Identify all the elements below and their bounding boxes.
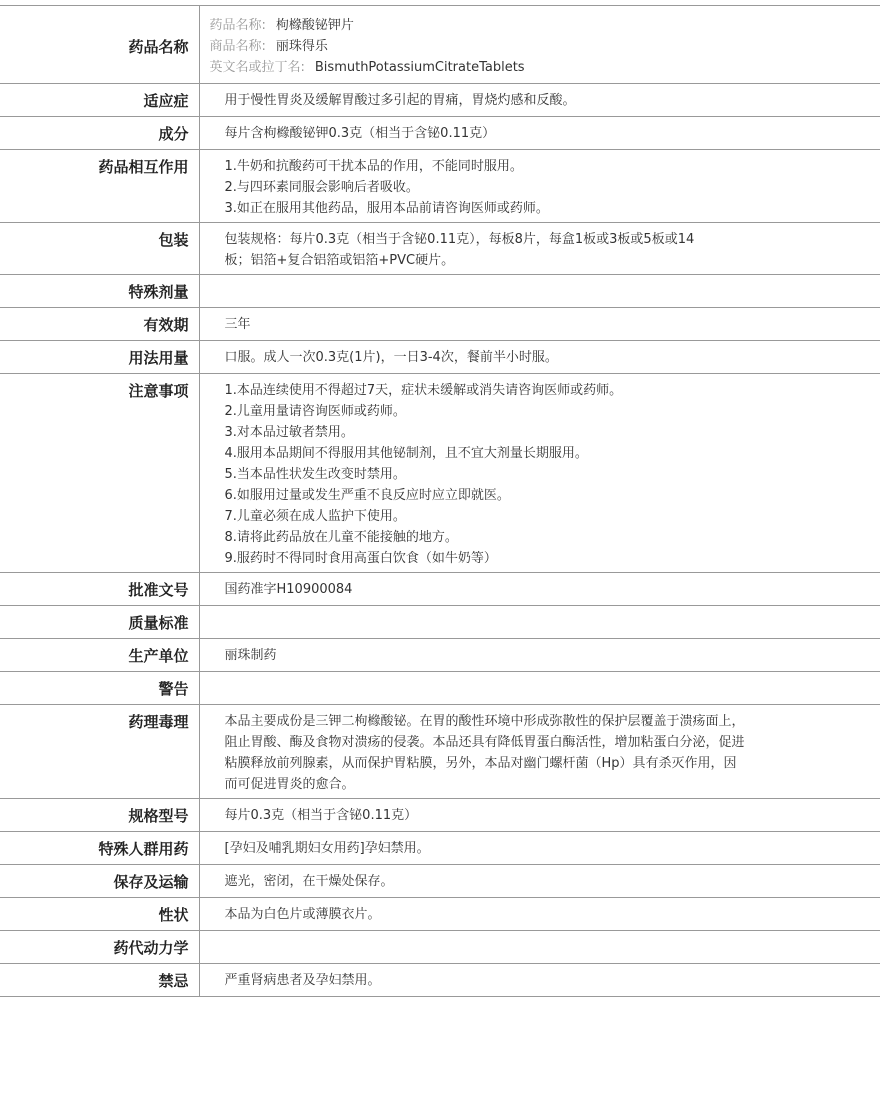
value-warning [199,672,880,705]
row-pharmacokinetics [0,931,880,964]
row-approval [0,573,880,606]
label-precautions: 注意事项 [0,374,199,573]
pharmacology-line: 粘膜释放前列腺素，从而保护胃粘膜，另外，本品对幽门螺杆菌（Hp）具有杀灭作用，因 [224,756,737,771]
label-special-dosage: 特殊剂量 [0,275,199,308]
pharmacology-line: 本品主要成份是三钾二枸橼酸铋。在胃的酸性环境中形成弥散性的保护层覆盖于溃疡面上， [224,714,745,729]
row-usage [0,341,880,374]
value-special-dosage [199,275,880,308]
precaution-line: 2.儿童用量请咨询医师或药师。 [224,404,406,419]
row-warning [0,672,880,705]
value-appearance: 本品为白色片或薄膜衣片。 [199,898,880,931]
row-precautions [0,374,880,573]
value-spec: 每片0.3克（相当于含铋0.11克） [199,799,880,832]
row-shelf-life [0,308,880,341]
value-manufacturer: 丽珠制药 [199,639,880,672]
drug-spec-table [0,5,880,997]
english-name [210,57,871,78]
precaution-line: 9.服药时不得同时食用高蛋白饮食（如牛奶等） [224,551,497,566]
precaution-line: 3.对本品过敏者禁用。 [224,425,354,440]
row-indication [0,84,880,117]
row-special-groups [0,832,880,865]
interaction-line: 1.牛奶和抗酸药可干扰本品的作用，不能同时服用。 [224,159,523,174]
row-packaging [0,223,880,275]
pharmacology-line: 阻止胃酸、酶及食物对溃疡的侵袭。本品还具有降低胃蛋白酶活性，增加粘蛋白分泌，促进 [224,735,745,750]
label-drug-name: 药品名称 [0,6,199,84]
interaction-line: 3.如正在服用其他药品，服用本品前请咨询医师或药师。 [224,201,549,216]
value-approval: 国药准字H10900084 [199,573,880,606]
packaging-line: 包装规格：每片0.3克（相当于含铋0.11克），每板8片，每盒1板或3板或5板或14 [224,232,695,247]
value-drug-name [199,6,880,84]
label-pharmacokinetics: 药代动力学 [0,931,199,964]
value-pharmacology [199,705,880,799]
label-packaging: 包装 [0,223,199,275]
row-storage [0,865,880,898]
label-indication: 适应症 [0,84,199,117]
label-spec: 规格型号 [0,799,199,832]
interaction-line: 2.与四环素同服会影响后者吸收。 [224,180,419,195]
packaging-line: 板；铝箔+复合铝箔或铝箔+PVC硬片。 [224,253,455,268]
label-storage: 保存及运输 [0,865,199,898]
label-appearance: 性状 [0,898,199,931]
english-name-value: BismuthPotassiumCitrateTablets [314,60,525,75]
value-storage: 遮光，密闭，在干燥处保存。 [199,865,880,898]
label-pharmacology: 药理毒理 [0,705,199,799]
value-packaging [199,223,880,275]
row-manufacturer [0,639,880,672]
label-composition: 成分 [0,117,199,150]
value-shelf-life: 三年 [199,308,880,341]
label-shelf-life: 有效期 [0,308,199,341]
row-quality-standard [0,606,880,639]
row-interactions [0,150,880,223]
value-usage: 口服。成人一次0.3克(1片)，一日3-4次，餐前半小时服。 [199,341,880,374]
label-contraindications: 禁忌 [0,964,199,997]
value-pharmacokinetics [199,931,880,964]
trade-name-label: 商品名称: [209,39,266,54]
label-interactions: 药品相互作用 [0,150,199,223]
generic-name [210,15,871,36]
row-pharmacology [0,705,880,799]
generic-name-label: 药品名称: [209,18,266,33]
value-quality-standard [199,606,880,639]
row-composition [0,117,880,150]
value-special-groups: [孕妇及哺乳期妇女用药]孕妇禁用。 [199,832,880,865]
precaution-line: 5.当本品性状发生改变时禁用。 [224,467,406,482]
label-approval: 批准文号 [0,573,199,606]
value-composition: 每片含枸橼酸铋钾0.3克（相当于含铋0.11克） [199,117,880,150]
precaution-line: 4.服用本品期间不得服用其他铋制剂，且不宜大剂量长期服用。 [224,446,588,461]
precaution-line: 8.请将此药品放在儿童不能接触的地方。 [224,530,458,545]
value-precautions [199,374,880,573]
english-name-label: 英文名或拉丁名: [209,60,305,75]
row-spec [0,799,880,832]
precaution-line: 1.本品连续使用不得超过7天，症状未缓解或消失请咨询医师或药师。 [224,383,623,398]
generic-name-value: 枸橼酸铋钾片 [275,18,354,33]
label-warning: 警告 [0,672,199,705]
value-contraindications: 严重肾病患者及孕妇禁用。 [199,964,880,997]
row-special-dosage [0,275,880,308]
row-contraindications [0,964,880,997]
trade-name-value: 丽珠得乐 [275,39,328,54]
drug-info-sheet [0,5,880,997]
value-interactions [199,150,880,223]
row-appearance [0,898,880,931]
row-drug-name [0,6,880,84]
label-special-groups: 特殊人群用药 [0,832,199,865]
label-usage: 用法用量 [0,341,199,374]
label-quality-standard: 质量标准 [0,606,199,639]
pharmacology-line: 而可促进胃炎的愈合。 [224,777,355,792]
value-indication: 用于慢性胃炎及缓解胃酸过多引起的胃痛，胃烧灼感和反酸。 [199,84,880,117]
label-manufacturer: 生产单位 [0,639,199,672]
trade-name [210,36,871,57]
precaution-line: 6.如服用过量或发生严重不良反应时应立即就医。 [224,488,510,503]
precaution-line: 7.儿童必须在成人监护下使用。 [224,509,406,524]
